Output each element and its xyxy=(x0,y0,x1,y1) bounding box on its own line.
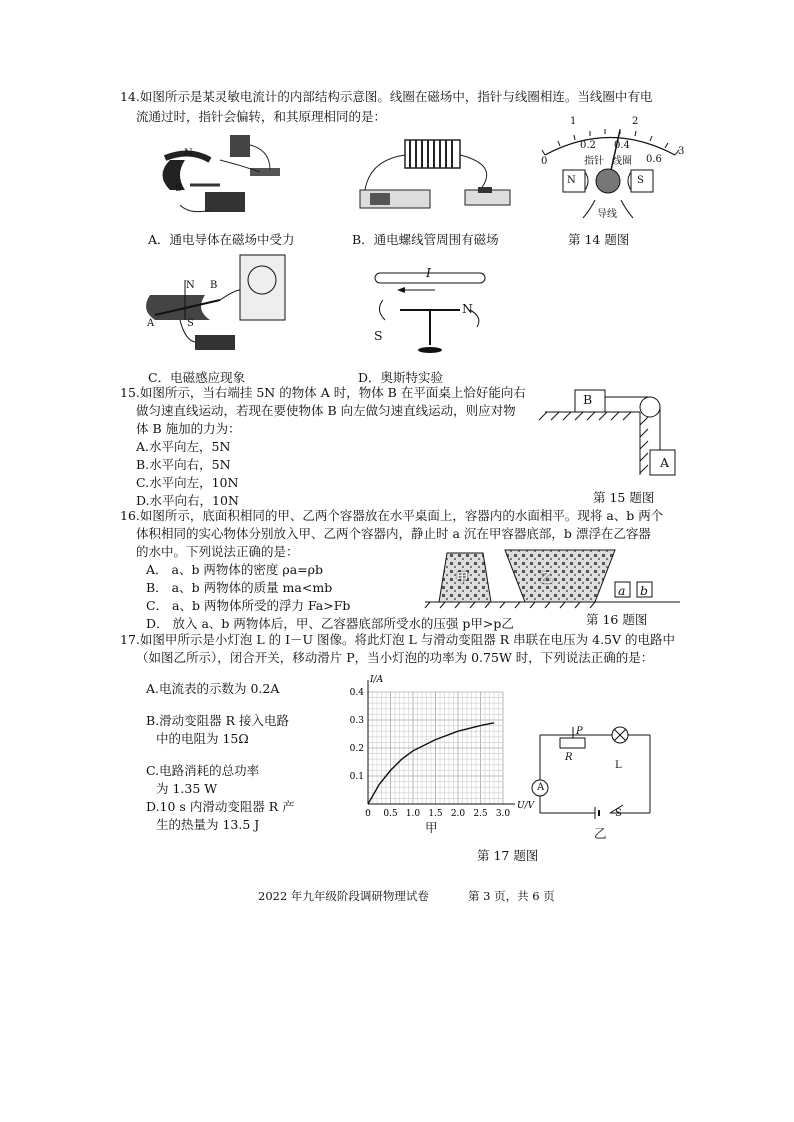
q15-figure-caption: 第 15 题图 xyxy=(593,490,655,505)
meter-pole-s: S xyxy=(637,175,644,186)
x-tick-label: 0.5 xyxy=(383,809,398,819)
q17-option-c-line1: C.电路消耗的总功率 xyxy=(146,763,260,778)
q16-option-a: A． a、b 两物体的密度 ρa=ρb xyxy=(146,562,324,577)
q15-option-b: B.水平向右，5N xyxy=(136,457,231,472)
q14-figure-c xyxy=(140,250,290,365)
meter-scale-1: 1 xyxy=(570,116,577,127)
fig-c-b-label: B xyxy=(210,280,218,291)
fig-c-s-label: S xyxy=(187,318,194,329)
q14-figure-b xyxy=(350,135,520,220)
fig-c-a-label: A xyxy=(147,318,155,329)
meter-coil-label: 线圈 xyxy=(612,156,632,167)
meter-scale-0: 0 xyxy=(541,156,548,167)
lamp-l-label: L xyxy=(615,760,622,771)
block-b-small-label: b xyxy=(640,583,649,598)
block-b-label: B xyxy=(583,392,593,407)
x-axis-label: U/V xyxy=(517,801,535,811)
y-axis-label: I/A xyxy=(370,675,384,685)
q15-option-c: C.水平向左，10N xyxy=(136,475,239,490)
ammeter-label: A xyxy=(537,782,545,793)
q15-stem-line3: 体 B 施加的力为： xyxy=(136,421,241,436)
fig-d-current-label: I xyxy=(426,265,431,280)
circuit-caption: 乙 xyxy=(594,826,607,841)
q14-option-b: B．通电螺线管周围有磁场 xyxy=(352,232,499,247)
q15-stem-line1: 15.如图所示，当右端挂 5N 的物体 A 时，物体 B 在平面桌上恰好能向右 xyxy=(120,385,526,400)
q17-option-c-line2: 为 1.35 W xyxy=(156,781,218,796)
switch-s-label: S xyxy=(615,808,622,819)
q14-figure-caption: 第 14 题图 xyxy=(568,232,630,247)
q15-stem-line2: 做匀速直线运动，若现在要使物体 B 向左做匀速直线运动，则应对物 xyxy=(136,403,516,418)
slider-p-label: P xyxy=(576,726,583,737)
y-tick-label: 0.2 xyxy=(349,744,364,754)
q17-figure-caption: 第 17 题图 xyxy=(477,848,539,863)
q16-stem-line1: 16.如图所示，底面积相同的甲、乙两个容器放在水平桌面上，容器内的水面相平。现将 a、b 两个 xyxy=(120,508,664,523)
meter-wire-label: 导线 xyxy=(597,209,617,220)
q14-option-d: D．奥斯特实验 xyxy=(358,370,444,385)
graph-caption: 甲 xyxy=(425,820,438,835)
q16-option-b: B． a、b 两物体的质量 ma<mb xyxy=(146,580,333,595)
q14-stem-line2: 流通过时，指针会偏转，和其原理相同的是： xyxy=(136,109,387,124)
meter-scale-3: 3 xyxy=(678,146,685,157)
q16-stem-line2: 体积相同的实心物体分别放入甲、乙两个容器内，静止时 a 沉在甲容器底部，b 漂浮在乙容器 xyxy=(136,526,651,541)
y-tick-label: 0.4 xyxy=(349,688,364,698)
q17-option-d-line1: D.10 s 内滑动变阻器 R 产 xyxy=(146,799,295,814)
fig-d-n-label: N xyxy=(462,301,473,316)
block-a-small-label: a xyxy=(618,583,626,598)
q17-stem-line1: 17.如图甲所示是小灯泡 L 的 I－U 图像。将此灯泡 L 与滑动变阻器 R 串联在电压为 4.5V 的电路中 xyxy=(120,632,676,647)
q14-stem-line1: 14.如图所示是某灵敏电流计的内部结构示意图。线圈在磁场中，指针与线圈相连。当线圈中有电 xyxy=(120,89,653,104)
container-yi-label: 乙 xyxy=(540,570,553,585)
q17-option-b-line2: 中的电阻为 15Ω xyxy=(156,731,249,746)
q14-figure-a xyxy=(150,130,290,225)
x-tick-label: 2.0 xyxy=(450,809,466,819)
q16-figure-caption: 第 16 题图 xyxy=(586,612,648,627)
q15-option-a: A.水平向左，5N xyxy=(136,439,231,454)
q15-option-d: D.水平向右，10N xyxy=(136,493,239,508)
y-tick-label: 0.3 xyxy=(349,716,364,726)
y-tick-label: 0.1 xyxy=(349,772,364,782)
x-tick-label: 3.0 xyxy=(495,809,511,819)
meter-pole-n: N xyxy=(567,175,576,186)
q17-option-a: A.电流表的示数为 0.2A xyxy=(146,681,280,696)
q17-stem-line2: （如图乙所示），闭合开关，移动滑片 P，当小灯泡的功率为 0.75W 时，下列说法正确的是： xyxy=(136,650,654,665)
q16-option-c: C． a、b 两物体所受的浮力 Fa>Fb xyxy=(146,598,351,613)
q17-option-b-line1: B.滑动变阻器 R 接入电路 xyxy=(146,713,290,728)
x-tick-label: 2.5 xyxy=(473,809,488,819)
meter-scale-2: 2 xyxy=(632,116,639,127)
x-tick-label: 0 xyxy=(365,809,371,819)
fig-a-n-label: N xyxy=(184,148,193,159)
meter-pointer-label: 指针 xyxy=(584,156,604,167)
q16-option-d: D． 放入 a、b 两物体后，甲、乙容器底部所受水的压强 p甲>p乙 xyxy=(146,616,514,631)
x-tick-label: 1.0 xyxy=(405,809,421,819)
fig-a-s-label: S xyxy=(175,183,182,194)
q17-option-d-line2: 生的热量为 13.5 J xyxy=(156,817,260,832)
fig-d-s-label: S xyxy=(374,328,383,343)
iu-graph xyxy=(340,672,535,822)
meter-scale-0-2: 0.2 xyxy=(580,140,596,151)
q17-circuit xyxy=(525,725,665,825)
x-tick-label: 1.5 xyxy=(428,809,443,819)
block-a-label: A xyxy=(660,455,670,470)
q16-stem-line3: 的水中。下列说法正确的是： xyxy=(136,544,299,559)
meter-scale-0-6: 0.6 xyxy=(646,154,662,165)
fig-c-n-label: N xyxy=(186,280,195,291)
q14-option-c: C．电磁感应现象 xyxy=(148,370,246,385)
q14-option-a: A．通电导体在磁场中受力 xyxy=(148,232,295,247)
q14-figure-d xyxy=(365,265,505,360)
footer-page-number: 第 3 页，共 6 页 xyxy=(468,889,555,903)
container-jia-label: 甲 xyxy=(456,570,469,585)
footer-exam-title: 2022 年九年级阶段调研物理试卷 xyxy=(258,889,429,903)
rheostat-r-label: R xyxy=(565,752,573,763)
meter-scale-0-4: 0.4 xyxy=(614,140,630,151)
